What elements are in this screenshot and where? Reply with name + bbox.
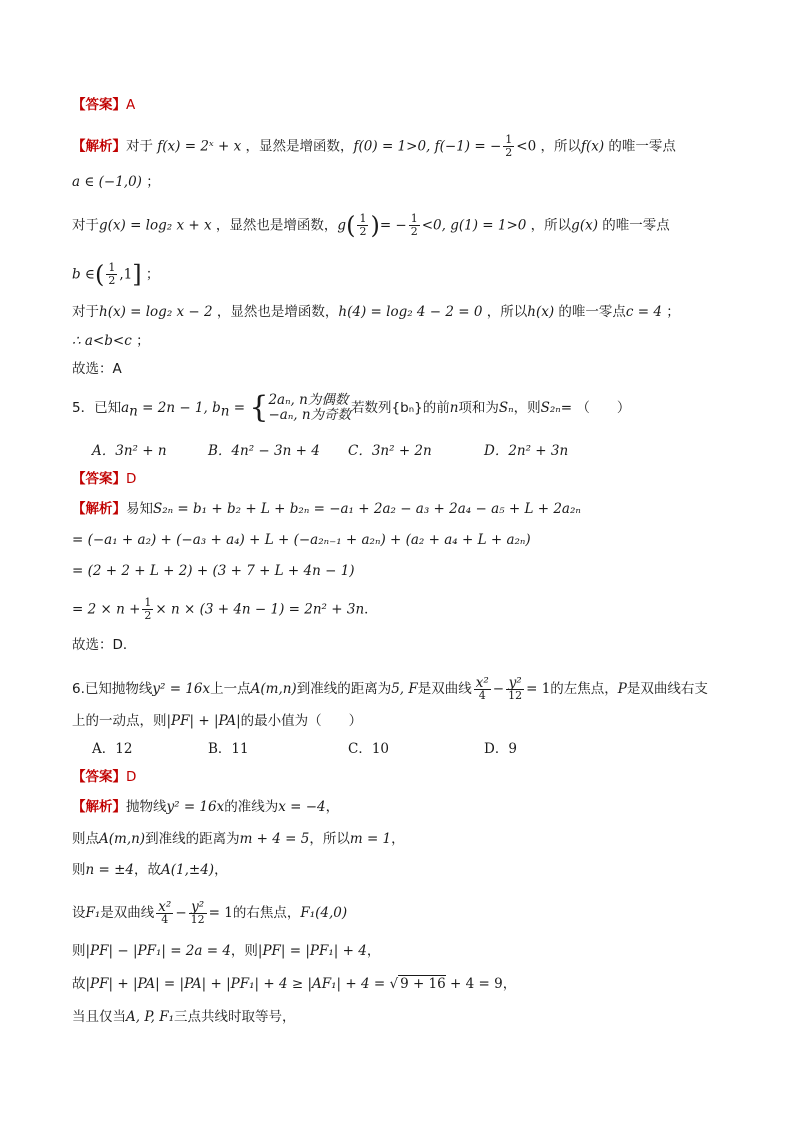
q6-answer: D [126,769,137,785]
q6-analysis-7 [72,1008,296,1026]
text: 上的一动点，则 [72,713,167,729]
fraction: $\frac{\text{x²}}{4}$ [158,898,172,926]
text: = （ ） [560,400,631,416]
text: ，则 [230,943,258,959]
sqrt-sign: √ [389,976,399,992]
text: 易知 [126,501,153,517]
formula: F₁ [85,905,101,921]
formula: f(x) [580,138,605,155]
text: ，显然也是增函数， [216,304,339,320]
formula: A(m,n) [99,831,146,847]
formula: 5, F [391,681,418,697]
formula: |PF| = |PF₁| + 4 [257,943,367,959]
formula: g(x) [571,217,598,234]
formula: n = ±4 [85,862,134,878]
text: ，则 [513,400,541,416]
text: 故 [72,976,86,992]
q5-choice [72,636,136,654]
q6-answer-line [72,768,136,786]
q4-line-4: b ∈( $\frac{1}{2}$ ,1] ； [72,260,160,289]
q6-option-c[interactable]: C．10 [348,741,390,757]
formula: = 2n − 1, b [137,400,221,416]
text: ， [325,799,340,815]
formula: × n × (3 + 4n − 1) = 2n² + 3n [155,601,365,618]
text: ； [146,174,160,190]
formula: m = 1 [349,831,392,847]
text: 到准线的距离为 [296,681,392,697]
formula: g(x) = log₂ x + x [99,217,212,234]
formula: A(m,n) [250,681,297,697]
q5-option-a[interactable]: A．3n² + n [92,443,167,459]
formula: F₁(4,0) [300,905,348,921]
text: ，显然也是增函数， [215,217,338,234]
q5-option-c[interactable]: C．3n² + 2n [348,443,432,459]
q5-stem: 5．已知$a_n = 2n - 1$, $b_n$ = { 2aₙ, n为偶数 −aₙ, n为奇数 若数列{bₙ}的前n项和为Sₙ，则S₂ₙ= （ ） [72,390,631,425]
q6-analysis-1 [72,798,339,816]
analysis-label: 【解析】 [72,501,126,517]
q4-line-2 [72,173,160,191]
q6-analysis-4 [72,898,347,928]
text: 则点 [72,831,99,847]
formula: h(x) [527,304,555,320]
text: 抛物线 [126,799,167,815]
text: 到准线的距离为 [145,831,240,847]
text: 的唯一零点 [602,217,670,234]
formula: ∴ a<b<c [72,333,132,349]
fraction: $\frac{1}{2}$ [359,212,367,238]
q4-choice [72,360,122,378]
formula: A(1,±4) [161,862,215,878]
formula: = 1 [208,905,233,921]
formula: y² = 16x [166,799,225,815]
formula: |PF| − |PF₁| = 2a = 4 [85,943,231,959]
text: 故选：D． [72,637,137,653]
q6-analysis-5 [72,942,380,960]
formula: 9 + 16 [400,976,446,992]
text: 上一点 [210,681,251,697]
q5-analysis-1 [72,500,581,518]
fraction: $\frac{1}{2}$ [505,133,513,159]
text: 6.已知抛物线 [72,681,153,697]
q5-analysis-3 [72,562,355,580]
formula: y² = 16x [152,681,211,697]
formula: = (2 + 2 + L + 2) + (3 + 7 + L + 4n − 1) [72,563,355,579]
fraction: $\frac{1}{2}$ [410,212,418,238]
q6-analysis-6 [72,975,516,993]
fraction: $\frac{\text{x²}}{4}$ [475,674,489,702]
formula: + 4 = 9 [445,976,503,992]
formula: = − [379,217,407,234]
answer-label: 【答案】 [72,471,126,487]
q6-analysis-2 [72,830,405,848]
text: ； [145,266,160,283]
text: ，故 [134,862,161,878]
q5-answer: D [126,471,137,487]
text: 项和为 [458,400,499,416]
analysis-label: 【解析】 [72,138,126,155]
formula: ,1 [119,266,133,283]
q5-option-d[interactable]: D．2n² + 3n [484,443,569,459]
q4-line-6 [72,332,150,350]
q6-stem-1 [72,674,708,704]
text: ． [364,601,378,618]
text: 的左焦点， [550,681,618,697]
formula: g [337,217,347,234]
q5-options [72,442,672,460]
formula: = 1 [526,681,551,697]
text: 对于 [72,304,99,320]
formula: a [121,400,130,416]
text: 设 [72,905,86,921]
q4-answer: A [126,97,136,113]
formula: |PF| + |PA| [166,713,241,729]
formula: a ∈ (−1,0) [72,174,142,190]
formula: f(0) = 1>0, f(−1) = − [353,138,502,155]
fraction: $\frac{1}{2}$ [144,596,152,622]
fraction: $\frac{\text{y²}}{12}$ [508,674,523,702]
text: ； [666,304,680,320]
q5-answer-line [72,470,136,488]
formula: P [617,681,627,697]
q6-stem-2 [72,712,362,730]
text: 当且仅当 [72,1009,126,1025]
formula: x = −4 [278,799,326,815]
text: ， [366,943,381,959]
text: 对于 [126,138,153,155]
formula: = [229,400,250,416]
formula: S₂ₙ = b₁ + b₂ + L + b₂ₙ = −a₁ + 2a₂ − a₃ + 2a₄ − a₅ + L + 2a₂ₙ [153,501,581,517]
formula: n [449,400,459,416]
formula: − [492,681,505,697]
text: ，所以 [540,138,581,155]
text: ， [214,862,228,878]
q6-option-d[interactable]: D．9 [484,741,517,757]
q6-option-a[interactable]: A．12 [92,741,133,757]
q4-line-3: 对于g(x) = log₂ x + x ，显然也是增函数，g( $\frac{1}{2}$ )= − $\frac{1}{2}$ <0, g(1) = 1>0 ，所以g(x) 的唯一零点 [72,211,670,240]
text: 对于 [72,217,99,234]
fraction: $\frac{1}{2}$ [108,261,116,287]
q4-analysis-line-1 [72,134,676,159]
formula: <0, g(1) = 1>0 [421,217,527,234]
q5-option-b[interactable]: B．4n² − 3n + 4 [208,443,320,459]
analysis-label: 【解析】 [72,799,126,815]
text: 则 [72,862,86,878]
q4-answer-line [72,96,135,114]
text: 故选：A [72,361,122,377]
q6-option-b[interactable]: B．11 [208,741,249,757]
formula: A, P, F₁ [126,1009,175,1025]
text: ； [136,333,150,349]
text: 的唯一零点 [558,304,626,320]
text: 是双曲线 [100,905,155,921]
formula: Sₙ [498,400,514,416]
formula: b ∈ [72,266,95,283]
text: 的唯一零点 [608,138,676,155]
formula: |PF| + |PA| = |PA| + |PF₁| + 4 ≥ |AF₁| + 4 = [85,976,390,992]
answer-label: 【答案】 [72,769,126,785]
text: 若数列{bₙ}的前 [351,400,450,416]
text: ， [502,976,517,992]
q6-options [72,740,672,758]
text: ， [391,831,405,847]
formula: m + 4 = 5 [239,831,310,847]
text: 是双曲线右支 [626,681,708,697]
text: 三点共线时取等号， [174,1009,296,1025]
q5-analysis-4 [72,597,378,622]
text: 则 [72,943,86,959]
answer-label: 【答案】 [72,97,126,113]
formula: h(x) = log₂ x − 2 [99,304,213,320]
q6-analysis-3 [72,861,228,879]
text: ，所以 [486,304,528,320]
text: 的右焦点， [232,905,301,921]
q4-line-5 [72,303,680,321]
text: 是双曲线 [417,681,472,697]
formula: = (−a₁ + a₂) + (−a₃ + a₄) + L + (−a₂ₙ₋₁ + a₂ₙ) + (a₂ + a₄ + L + a₂ₙ) [72,532,531,548]
text: ，所以 [530,217,572,234]
formula: h(4) = log₂ 4 − 2 = 0 [338,304,483,320]
formula: f(x) = 2ˣ + x [157,138,242,155]
fraction: $\frac{\text{y²}}{12}$ [190,898,205,926]
text: 的准线为 [224,799,279,815]
formula: S₂ₙ [540,400,561,416]
formula: c = 4 [625,304,662,320]
formula: = 2 × n + [72,601,141,618]
piecewise: 2aₙ, n为偶数 −aₙ, n为奇数 [268,392,352,423]
text: ，所以 [309,831,350,847]
q5-analysis-2 [72,531,531,549]
text: 的最小值为（ ） [240,713,363,729]
formula: − [175,905,187,921]
formula: <0 [516,138,537,155]
text: 5．已知 [72,400,122,416]
text: ，显然是增函数， [245,138,354,155]
